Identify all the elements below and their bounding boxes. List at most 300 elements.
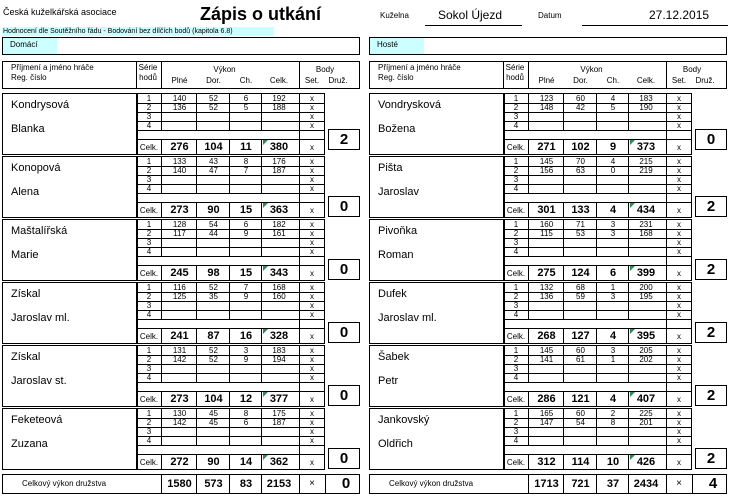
- dor-value: 45: [209, 418, 218, 427]
- player-firstname: Jaroslav ml.: [11, 312, 70, 324]
- dor-value: 45: [209, 409, 218, 418]
- player-firstname: Oldřich: [378, 438, 413, 450]
- player-points[interactable]: 2: [695, 385, 727, 406]
- ch-value: [597, 112, 629, 121]
- player-firstname: Petr: [378, 375, 399, 387]
- player-surname: Konopová: [11, 162, 61, 174]
- ch-value: [230, 112, 262, 121]
- row-line: [137, 193, 325, 194]
- plne-total: 273: [170, 393, 189, 405]
- ch-total: 11: [240, 141, 252, 153]
- edit-marker: [263, 392, 268, 397]
- celk-value: [262, 184, 296, 193]
- player-block: [369, 408, 729, 470]
- set-x: x: [677, 418, 681, 427]
- celk-value: [262, 112, 296, 121]
- celk-value: [629, 175, 663, 184]
- ch-value: 9: [243, 229, 249, 238]
- dor-value: 60: [576, 409, 585, 418]
- plne-value: 130: [172, 409, 187, 418]
- col-divider: [528, 345, 529, 383]
- dor-value: [564, 301, 597, 310]
- col-divider: [196, 408, 197, 446]
- serie-number: 4: [146, 436, 152, 445]
- set-x: x: [310, 418, 314, 427]
- row-line: [504, 265, 692, 266]
- col-divider: [196, 156, 197, 194]
- serie-number: 1: [513, 346, 519, 355]
- set-x: x: [677, 238, 681, 247]
- set-x: x: [310, 238, 314, 247]
- ch-value: 7: [243, 166, 249, 175]
- set-x: x: [677, 355, 681, 364]
- serie-number: 1: [146, 220, 152, 229]
- celk-value: 187: [272, 418, 286, 427]
- ch-total: 15: [239, 267, 253, 279]
- plne-value: [162, 373, 197, 382]
- edit-marker: [263, 329, 268, 334]
- ch-value: [230, 364, 262, 373]
- col-divider: [528, 408, 529, 446]
- plne-value: [529, 364, 564, 373]
- celk-value: [262, 301, 296, 310]
- player-firstname: Roman: [378, 249, 414, 261]
- plne-value: 142: [172, 355, 187, 364]
- celk-total: 362: [269, 456, 289, 468]
- col-divider: [528, 93, 529, 131]
- org-name: Česká kuželkářská asociace: [3, 7, 117, 17]
- serie-number: 4: [146, 373, 152, 382]
- plne-total: 312: [537, 456, 556, 468]
- celk-value: [629, 364, 663, 373]
- celk-value: 201: [639, 418, 653, 427]
- row-line: [137, 328, 325, 329]
- plne-total: 272: [170, 456, 189, 468]
- points-header: Body: [315, 65, 335, 74]
- ch-value: [230, 427, 262, 436]
- player-points[interactable]: 2: [695, 448, 727, 469]
- dor-value: 52: [209, 346, 218, 355]
- serie-number: 4: [146, 247, 152, 256]
- team-total-label: Celkový výkon družstva: [389, 479, 474, 488]
- player-firstname: Blanka: [11, 123, 45, 135]
- player-firstname: Jaroslav ml.: [378, 312, 437, 324]
- serie-number: 1: [513, 409, 519, 418]
- col-divider: [692, 474, 693, 494]
- col-divider: [628, 219, 629, 257]
- celk-value: [262, 436, 296, 445]
- plne-value: [162, 301, 197, 310]
- ch-value: [230, 121, 262, 130]
- edit-marker: [263, 203, 268, 208]
- serie-number: 4: [513, 184, 519, 193]
- dor-value: [197, 175, 230, 184]
- serie-number: 2: [513, 418, 519, 427]
- edit-marker: [630, 266, 635, 271]
- set-x: x: [310, 166, 314, 175]
- plne-value: [162, 121, 197, 130]
- celk-total: 407: [636, 393, 656, 405]
- set-x: x: [677, 332, 681, 341]
- celk-value: 202: [639, 355, 653, 364]
- ch-value: [230, 373, 262, 382]
- dor-value: 54: [209, 220, 218, 229]
- edit-marker: [630, 140, 635, 145]
- ch-value: 3: [610, 292, 616, 301]
- set-x: x: [310, 157, 314, 166]
- serie-number: 3: [146, 364, 152, 373]
- player-points[interactable]: 2: [695, 322, 727, 343]
- total-label: Celk.: [139, 206, 159, 215]
- team-label: Hosté: [377, 40, 398, 49]
- ch-total: 12: [239, 393, 253, 405]
- col-divider: [261, 93, 262, 131]
- dor-value: 54: [576, 418, 585, 427]
- dor-value: [564, 175, 597, 184]
- ch-value: 3: [610, 220, 616, 229]
- col-divider: [563, 408, 564, 446]
- ch-value: [230, 310, 262, 319]
- col-divider: [196, 345, 197, 383]
- ch-total: 6: [609, 267, 617, 279]
- total-label: Celk.: [139, 458, 159, 467]
- serie-number: 3: [513, 175, 519, 184]
- player-block: [2, 282, 362, 344]
- plne-value: 133: [172, 157, 187, 166]
- plne-value: 131: [172, 346, 187, 355]
- celk-value: 161: [272, 229, 286, 238]
- col-divider: [563, 156, 564, 194]
- plne-value: [162, 310, 197, 319]
- col-divider: [528, 61, 529, 89]
- venue-label: Kuželna: [380, 11, 409, 20]
- serie-number: 2: [513, 229, 519, 238]
- dor-value: 52: [209, 94, 218, 103]
- celk-value: 183: [272, 346, 286, 355]
- set-x: x: [310, 395, 314, 404]
- col-divider: [325, 474, 326, 494]
- col-divider: [196, 219, 197, 257]
- dor-total: 90: [207, 204, 220, 216]
- set-x: x: [310, 292, 314, 301]
- dor-total: 90: [207, 456, 220, 468]
- dor-value: [197, 301, 230, 310]
- set-x: x: [677, 121, 681, 130]
- player-points[interactable]: 0: [695, 129, 727, 150]
- col-divider: [196, 93, 197, 131]
- celk-value: 215: [639, 157, 653, 166]
- page-title: Zápis o utkání: [200, 4, 322, 24]
- plne-value: [529, 436, 564, 445]
- edit-marker: [263, 455, 268, 460]
- dor-value: 43: [209, 157, 218, 166]
- ch-value: 8: [610, 418, 616, 427]
- set-x: x: [677, 103, 681, 112]
- celk-value: 231: [639, 220, 653, 229]
- player-block: [369, 219, 729, 281]
- dor-total: 133: [571, 204, 590, 216]
- player-points[interactable]: 0: [328, 448, 360, 469]
- total-label: Celk.: [506, 395, 526, 404]
- player-points[interactable]: 2: [328, 129, 360, 150]
- set-x: x: [310, 283, 314, 292]
- player-firstname: Jaroslav: [378, 186, 419, 198]
- set-x: x: [677, 247, 681, 256]
- dor-value: [564, 121, 597, 130]
- player-surname: Feketeová: [11, 414, 63, 426]
- plne-col-header: Plné: [171, 76, 188, 85]
- ch-value: [230, 238, 262, 247]
- col-divider: [596, 408, 597, 446]
- plne-value: [162, 427, 197, 436]
- dor-value: 59: [576, 292, 585, 301]
- celk-value: 195: [639, 292, 653, 301]
- serie-number: 4: [513, 310, 519, 319]
- ch-value: [597, 121, 629, 130]
- player-surname: Jankovský: [378, 414, 430, 426]
- col-divider: [666, 61, 667, 89]
- serie-number: 1: [146, 157, 152, 166]
- col-divider: [563, 345, 564, 383]
- serie-col-header: Série: [138, 63, 158, 72]
- ch-value: 1: [610, 355, 616, 364]
- player-points[interactable]: 2: [695, 196, 727, 217]
- dor-value: 68: [576, 283, 585, 292]
- plne-value: [529, 112, 564, 121]
- set-x: x: [310, 355, 314, 364]
- player-surname: Kondrysová: [11, 99, 70, 111]
- set-x: x: [310, 175, 314, 184]
- celk-total: 399: [636, 267, 656, 279]
- player-points[interactable]: 0: [328, 259, 360, 280]
- col-divider: [299, 61, 300, 89]
- set-x: x: [677, 373, 681, 382]
- celk-total: 343: [269, 267, 289, 279]
- player-points[interactable]: 0: [328, 322, 360, 343]
- celk-value: [629, 301, 663, 310]
- plne-value: [529, 427, 564, 436]
- player-firstname: Jaroslav st.: [11, 375, 67, 387]
- celk-value: 192: [272, 94, 286, 103]
- ch-value: [597, 238, 629, 247]
- ch-value: 5: [243, 103, 249, 112]
- set-x: x: [310, 206, 314, 215]
- player-firstname: Božena: [378, 123, 416, 135]
- set-x: x: [310, 269, 314, 278]
- team-col-header: Druž.: [695, 76, 715, 85]
- plne-value: [529, 175, 564, 184]
- plne-total: 271: [537, 141, 556, 153]
- dor-value: 71: [576, 220, 585, 229]
- plne-value: [162, 364, 197, 373]
- dor-total: 127: [571, 330, 590, 342]
- player-block: [2, 93, 362, 155]
- dor-value: [564, 238, 597, 247]
- team-x: ×: [309, 478, 315, 489]
- set-x: x: [677, 166, 681, 175]
- ch-value: 6: [243, 418, 249, 427]
- col-divider: [628, 93, 629, 131]
- total-label: Celk.: [506, 269, 526, 278]
- total-label: Celk.: [139, 143, 159, 152]
- set-x: x: [677, 112, 681, 121]
- player-points[interactable]: 2: [695, 259, 727, 280]
- player-surname: Šabek: [378, 351, 410, 363]
- col-divider: [229, 408, 230, 446]
- plne-value: [162, 247, 197, 256]
- rule-note: Hodnocení dle Soutěžního řádu - Bodování bez dílčích bodů (kapitola 6.8): [3, 28, 233, 35]
- team-x: ×: [676, 478, 682, 489]
- ch-value: [597, 436, 629, 445]
- dor-value: [197, 427, 230, 436]
- set-x: x: [310, 458, 314, 467]
- set-x: x: [310, 373, 314, 382]
- serie-number: 3: [513, 301, 519, 310]
- dor-value: [564, 112, 597, 121]
- player-points[interactable]: 0: [328, 385, 360, 406]
- serie-number: 2: [513, 355, 519, 364]
- col-divider: [229, 219, 230, 257]
- date-label: Datum: [538, 11, 562, 20]
- row-line: [504, 319, 692, 320]
- dor-value: [197, 184, 230, 193]
- col-divider: [628, 282, 629, 320]
- row-line: [504, 454, 692, 455]
- edit-marker: [630, 329, 635, 334]
- set-x: x: [310, 364, 314, 373]
- serie-col-header: Série: [505, 63, 525, 72]
- serie-number: 3: [146, 238, 152, 247]
- dor-value: 52: [209, 103, 218, 112]
- serie-number: 2: [146, 418, 152, 427]
- dor-value: 35: [209, 292, 218, 301]
- celk-value: 200: [639, 283, 653, 292]
- celk-value: 190: [639, 103, 653, 112]
- celk-total: 434: [636, 204, 656, 216]
- team-label: Domácí: [10, 40, 38, 49]
- serie-number: 2: [513, 292, 519, 301]
- set-x: x: [677, 310, 681, 319]
- serie-number: 4: [146, 121, 152, 130]
- dor-total: 102: [571, 141, 590, 153]
- celk-total: 377: [269, 393, 289, 405]
- player-surname: Vondrysková: [378, 99, 441, 111]
- serie-number: 2: [146, 292, 152, 301]
- ch-value: 1: [610, 283, 616, 292]
- total-label: Celk.: [506, 143, 526, 152]
- serie-number: 2: [513, 103, 519, 112]
- ch-total: 15: [239, 204, 253, 216]
- dor-total: 87: [207, 330, 220, 342]
- set-x: x: [310, 184, 314, 193]
- col-divider: [596, 282, 597, 320]
- player-firstname: Alena: [11, 186, 40, 198]
- celk-value: 168: [639, 229, 653, 238]
- ch-value: 4: [610, 94, 616, 103]
- serie-number: 3: [146, 175, 152, 184]
- serie-number: 2: [146, 166, 152, 175]
- col-divider: [136, 61, 137, 89]
- ch-value: [597, 427, 629, 436]
- plne-total: 276: [170, 141, 189, 153]
- dor-value: 47: [209, 166, 218, 175]
- set-x: x: [677, 436, 681, 445]
- set-x: x: [677, 301, 681, 310]
- plne-value: 115: [540, 229, 553, 238]
- celk-value: 225: [639, 409, 653, 418]
- edit-marker: [630, 455, 635, 460]
- plne-value: 148: [539, 103, 554, 112]
- celk-value: [262, 247, 296, 256]
- row-line: [504, 139, 692, 140]
- dor-value: [197, 436, 230, 445]
- set-x: x: [677, 292, 681, 301]
- serie-number: 1: [146, 346, 152, 355]
- set-col-header: Set.: [671, 76, 687, 85]
- player-block: [2, 219, 362, 281]
- celk-total: 363: [269, 204, 289, 216]
- set-x: x: [310, 220, 314, 229]
- ch-value: [230, 301, 262, 310]
- set-x: x: [677, 395, 681, 404]
- dor-value: 70: [576, 157, 585, 166]
- row-line: [137, 265, 325, 266]
- player-points[interactable]: 0: [328, 196, 360, 217]
- row-line: [504, 391, 692, 392]
- celk-col-header: Celk.: [269, 76, 289, 85]
- col-divider: [563, 282, 564, 320]
- serie-number: 4: [146, 310, 152, 319]
- set-x: x: [310, 121, 314, 130]
- dor-total: 124: [571, 267, 590, 279]
- set-x: x: [310, 332, 314, 341]
- edit-marker: [630, 203, 635, 208]
- celk-value: [629, 121, 663, 130]
- set-x: x: [310, 409, 314, 418]
- player-block: [2, 345, 362, 407]
- col-divider: [528, 282, 529, 320]
- set-x: x: [677, 220, 681, 229]
- col-divider: [261, 345, 262, 383]
- player-block: [369, 93, 729, 155]
- celk-value: [629, 184, 663, 193]
- dor-value: [197, 364, 230, 373]
- total-label: Celk.: [506, 206, 526, 215]
- row-line: [504, 202, 692, 203]
- serie-number: 4: [513, 247, 519, 256]
- ch-value: [597, 301, 629, 310]
- dor-total: 114: [571, 456, 590, 468]
- serie-number: 3: [513, 364, 519, 373]
- serie-number: 2: [146, 103, 152, 112]
- team-points: 0: [341, 475, 351, 492]
- col-divider: [596, 345, 597, 383]
- set-x: x: [677, 346, 681, 355]
- dor-value: 63: [576, 166, 585, 175]
- celk-value: 182: [272, 220, 286, 229]
- dor-value: [197, 310, 230, 319]
- dor-value: [197, 121, 230, 130]
- dor-value: 52: [209, 355, 218, 364]
- ch-value: [230, 247, 262, 256]
- row-line: [504, 328, 692, 329]
- set-x: x: [677, 206, 681, 215]
- plne-value: 123: [539, 94, 554, 103]
- perf-header: Výkon: [580, 65, 603, 74]
- serie-number: 3: [513, 427, 519, 436]
- set-x: x: [310, 427, 314, 436]
- plne-value: 145: [539, 346, 554, 355]
